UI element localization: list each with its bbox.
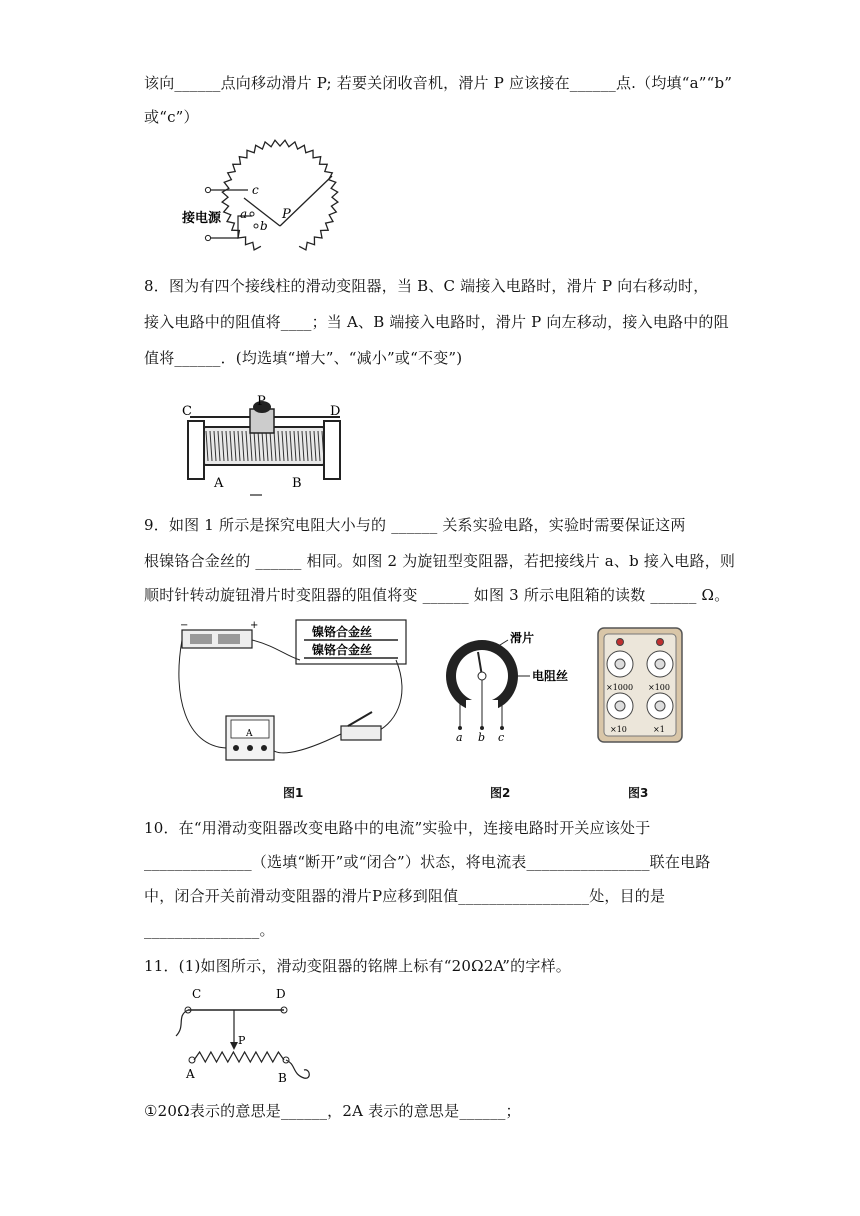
q11-text-line-2: ①20Ω表示的意思是______，2A 表示的意思是______； [144,1102,521,1120]
point-b: b [260,219,268,233]
q7-text-line-2: 或“c”） [144,108,199,126]
dot-a [250,212,254,216]
resistance-wire-label: 电阻丝 [532,669,569,683]
q11-text-line-1: 11．(1)如图所示，滑动变阻器的铭牌上标有“20Ω2A”的字样。 [144,957,571,975]
slider-arrow [230,1042,238,1050]
multiplier-x1: ×1 [653,725,665,734]
battery-plus: + [250,620,259,631]
end-cap-left [188,421,204,479]
label-b: B [292,476,302,491]
q9-figure-1-caption: 图1 [283,786,304,800]
label-b: B [278,1071,287,1084]
ammeter-label: A [246,729,253,739]
multiplier-x10: ×10 [610,725,627,734]
knob-x1000 [615,659,625,669]
resistance-zigzag [194,1052,284,1062]
battery-cell-2 [218,634,240,644]
q10-text-line-4: _______________。 [144,921,275,939]
nichrome-wire-label-1: 镍铬合金丝 [312,625,373,639]
q10-text-line-1: 10．在“用滑动变阻器改变电路中的电流”实验中，连接电路时开关应该处于 [144,819,651,837]
label-c: C [192,987,202,1001]
terminal-right [657,639,664,646]
q7-text-line-1: 该向______点向移动滑片 P; 若要关闭收音机，滑片 P 应该接在______点.（均填“a”“b” [144,74,733,92]
coil-path [222,140,338,250]
label-a: A [186,1067,195,1081]
knob-x10 [615,701,625,711]
point-a: a [240,207,248,221]
terminal-b [480,726,484,730]
battery-cell-1 [190,634,212,644]
multiplier-x100: ×100 [648,683,670,692]
q9-text-line-3: 顺时针转动旋钮滑片时变阻器的阻值将变 ______ 如图 3 所示电阻箱的读数 ______ Ω。 [144,586,730,604]
ammeter-terminal-1 [233,745,239,751]
rotary-pivot [478,672,486,680]
knob-x100 [655,659,665,669]
q9-text-line-2: 根镍铬合金丝的 ______ 相同。如图 2 为旋钮型变阻器，若把接线片 a、b 接入电路，则 [144,552,736,570]
point-p: P [282,207,291,222]
q9-figure-2-rotary-rheostat [440,624,590,744]
slider-label: 滑片 [510,631,535,645]
multiplier-x1000: ×1000 [606,683,634,692]
wire-c [176,1010,188,1036]
end-cap-right [324,421,340,479]
nichrome-wire-label-2: 镍铬合金丝 [312,643,373,657]
terminal-a [458,726,462,730]
dot-b [254,224,258,228]
label-c: c [498,731,505,744]
resistance-coil [222,140,338,250]
q11-rheostat-diagram [172,986,322,1084]
battery-minus: − [180,620,189,631]
q8-text-line-2: 接入电路中的阻值将____；当 A、B 端接入电路时，滑片 P 向左移动，接入电路中的阻 [144,313,729,331]
point-c: c [252,183,259,197]
q9-figure-2-caption: 图2 [490,786,511,800]
terminal-c [500,726,504,730]
q8-text-line-1: 8．图为有四个接线柱的滑动变阻器，当 B、C 端接入电路时，滑片 P 向右移动时， [144,277,709,295]
terminal-top [205,187,210,192]
wire-b [286,1060,309,1078]
ammeter-terminal-3 [261,745,267,751]
knob-x1 [655,701,665,711]
switch-lever [348,712,372,726]
q10-text-line-2: ______________（选填“断开”或“闭合”）状态，将电流表________________联在电路 [144,853,711,871]
power-label: 接电源 [182,211,222,226]
label-a: A [214,476,224,491]
label-p: P [257,395,266,409]
q7-volume-knob-figure [172,138,372,258]
q8-sliding-rheostat-figure [180,395,350,497]
q9-figure-3-caption: 图3 [628,786,649,800]
terminal-left [617,639,624,646]
label-b: b [478,731,486,744]
label-p: P [238,1034,246,1047]
q9-text-line-1: 9．如图 1 所示是探究电阻大小与的 ______ 关系实验电路，实验时需要保证这两 [144,516,686,534]
label-c: C [182,404,192,419]
q10-text-line-3: 中，闭合开关前滑动变阻器的滑片P应移到阻值_________________处，目的是 [144,887,666,905]
switch-base [341,726,381,740]
label-d: D [276,987,286,1001]
q8-text-line-3: 值将______．(均选填“增大”、“减小”或“不变”) [144,349,463,367]
ammeter-terminal-2 [247,745,253,751]
terminal-bottom [205,235,210,240]
q9-figure-1-circuit [176,616,416,771]
label-a: a [456,731,463,744]
label-d: D [330,404,341,419]
q9-figure-3-resistance-box [596,626,684,744]
